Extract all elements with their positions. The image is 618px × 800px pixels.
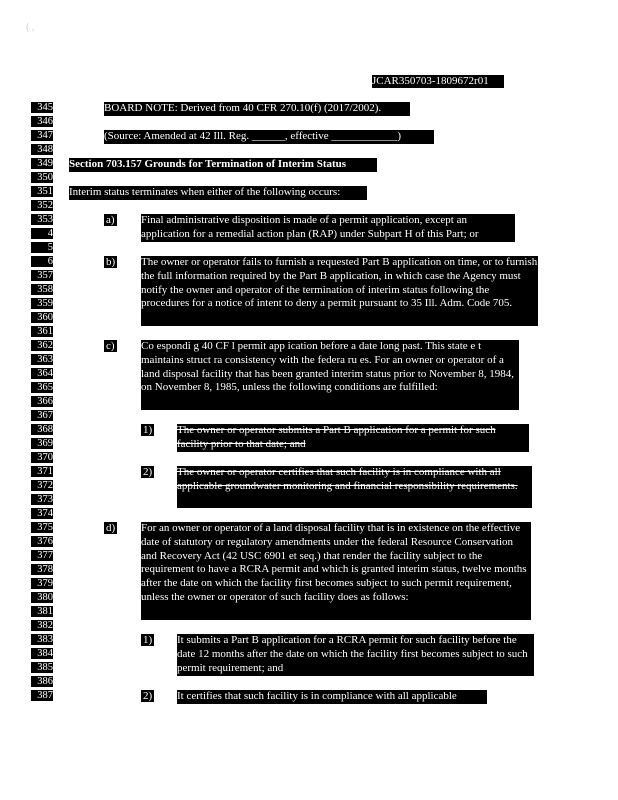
item-a-text: Final administrative disposition is made of a permit application, except an application for a remedial action plan (RAP) under Subpart H of this Part; or: [141, 214, 515, 242]
line-number: 372: [31, 480, 53, 491]
item-b-text: The owner or operator fails to furnish a requested Part B application on time, or to furnish the full information required by the Part B application, in which case the Agency must notify the owner and operator of the termination of interim status following the procedures for a notice of intent to deny a permit pursuant to 35 Ill. Adm. Code 705.: [141, 256, 538, 326]
line-number: 383: [31, 634, 53, 645]
line-number: 369: [31, 438, 53, 449]
line-number: 386: [31, 676, 53, 687]
item-c1-label: 1): [143, 424, 153, 436]
line-number: 379: [31, 578, 53, 589]
line-number: 387: [31, 690, 53, 701]
line-number: 5: [31, 242, 53, 253]
line-number: 350: [31, 172, 53, 183]
line-number: 345: [31, 102, 53, 113]
line-number: 6: [31, 256, 53, 267]
corner-mark: ( ,: [26, 22, 35, 33]
line-number: 363: [31, 354, 53, 365]
line-number: 352: [31, 200, 53, 211]
document-id-header: JCAR350703-1809672r01: [372, 75, 504, 88]
source-note: (Source: Amended at 42 Ill. Reg. ______, effective ____________): [104, 130, 434, 144]
line-number: 353: [31, 214, 53, 225]
line-number: 368: [31, 424, 53, 435]
line-number: 347: [31, 130, 53, 141]
line-number: 371: [31, 466, 53, 477]
line-number: 380: [31, 592, 53, 603]
item-a-label: a): [106, 214, 115, 226]
line-number: 367: [31, 410, 53, 421]
line-number: 382: [31, 620, 53, 631]
section-heading: Section 703.157 Grounds for Termination of Interim Status: [69, 158, 377, 172]
line-number: 375: [31, 522, 53, 533]
line-number: 362: [31, 340, 53, 351]
item-d1-text: It submits a Part B application for a RCRA permit for such facility before the date 12 months after the date on which the facility first becomes subject to such permit requirement; and: [177, 634, 534, 676]
item-d1-label: 1): [143, 634, 153, 646]
line-number: 374: [31, 508, 53, 519]
line-number: 365: [31, 382, 53, 393]
line-number: 385: [31, 662, 53, 673]
line-number: 381: [31, 606, 53, 617]
line-number: 349: [31, 158, 53, 169]
line-number: 370: [31, 452, 53, 463]
intro-text: Interim status terminates when either of the following occurs:: [69, 186, 367, 200]
item-c-text: Co espondi g 40 CF l permit app ication before a date long past. This state e t maintains struct ra consistency with the federa ru es. For an owner or operator of a land disposal facility that has been granted interim status prior to November 8, 1984, on November 8, 1985, unless the following conditions are fulfilled:: [141, 340, 519, 410]
item-d-label: d): [106, 522, 116, 534]
line-number: 348: [31, 144, 53, 155]
line-number: 357: [31, 270, 53, 281]
line-number: 361: [31, 326, 53, 337]
line-number: 364: [31, 368, 53, 379]
line-number: 351: [31, 186, 53, 197]
line-number: 360: [31, 312, 53, 323]
item-d2-text: It certifies that such facility is in compliance with all applicable: [177, 690, 487, 704]
item-b-label: b): [106, 256, 116, 268]
line-number: 366: [31, 396, 53, 407]
line-number: 346: [31, 116, 53, 127]
item-c1-text: The owner or operator submits a Part B application for a permit for such facility prior to that date; and: [177, 424, 529, 452]
item-d-text: For an owner or operator of a land disposal facility that is in existence on the effective date of statutory or regulatory amendments under the federal Resource Conservation and Recovery Act (42 USC 6901 et seq.) that render the facility subject to the requirement to have a RCRA permit and which is granted interim status, twelve months after the date on which the facility first becomes subject to such permit requirement, unless the owner or operator of such facility does as follows:: [141, 522, 531, 620]
item-d2-label: 2): [143, 690, 153, 702]
line-number: 359: [31, 298, 53, 309]
line-number: 378: [31, 564, 53, 575]
item-c-label: c): [106, 340, 115, 352]
line-number: 358: [31, 284, 53, 295]
line-number: 4: [31, 228, 53, 239]
line-number: 376: [31, 536, 53, 547]
item-c2-text: The owner or operator certifies that such facility is in compliance with all applicable groundwater monitoring and financial responsibility requirements.: [177, 466, 532, 508]
line-number: 377: [31, 550, 53, 561]
board-note: BOARD NOTE: Derived from 40 CFR 270.10(f) (2017/2002).: [104, 102, 410, 116]
line-number: 384: [31, 648, 53, 659]
line-number: 373: [31, 494, 53, 505]
item-c2-label: 2): [143, 466, 153, 478]
